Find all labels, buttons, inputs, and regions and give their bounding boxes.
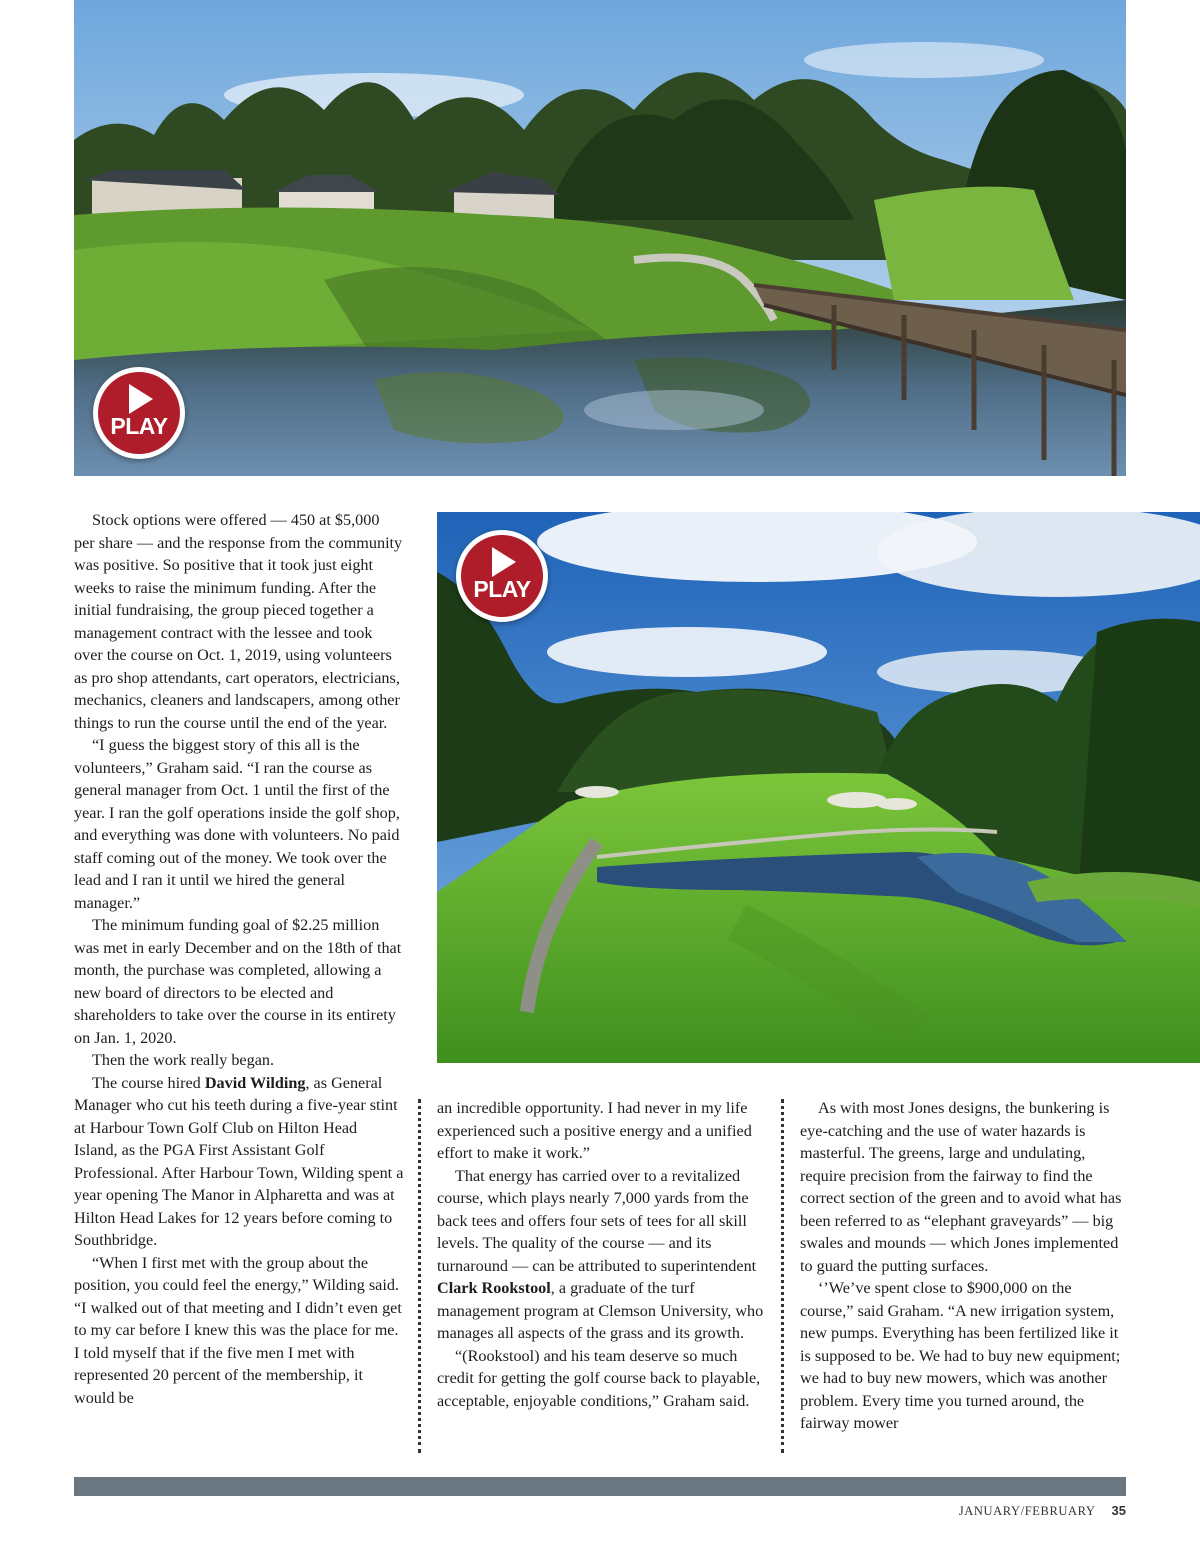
article-column-1: [74, 509, 404, 1409]
paragraph: Stock options were offered — 450 at $5,000 per share — and the response from the community was positive. So positive that it took just eight weeks to raise the minimum funding. After the initial fundraising, the group pieced together a management contract with the lessee and took over the course on Oct. 1, 2019, using volunteers as pro shop attendants, cart operators, electricians, mechanics, cleaners and landscapers, among other things to run the course until the end of the year.: [74, 511, 403, 732]
play-icon: [129, 384, 153, 414]
text-run: That energy has carried over to a revitalized course, which plays nearly 7,000 yards from the back tees and offers four sets of tees for all skill levels. The quality of the course — and its turnaround — can be attributed to superintendent: [437, 1166, 757, 1275]
paragraph: “When I first met with the group about the position, you could feel the energy,” Wilding said. “I walked out of that meeting and I didn’t even get to my car before I knew this was the place for me. I told myself that if the five men I met with represented 20 percent of the membership, it would be: [74, 1253, 402, 1407]
text-run: , a graduate of the turf management program at Clemson University, who manages all aspects of the grass and its growth.: [437, 1279, 764, 1342]
play-icon: [492, 547, 516, 577]
person-name: David Wilding: [204, 1073, 306, 1092]
issue-label: JANUARY/FEBRUARY: [958, 1504, 1096, 1518]
text-run: , as General Manager who cut his teeth during a five-year stint at Harbour Town Golf Club on Hilton Head Island, as the PGA First Assistant Golf Professional. After Harbour Town, Wilding spent a year opening The Manor in Alpharetta and was at Hilton Head Lakes for 12 years before coming to Southbridge.: [74, 1073, 404, 1249]
paragraph: The minimum funding goal of $2.25 million was met in early December and on the 18th of that month, the purchase was completed, allowing a new board of directors to be elected and shareholders to take over the course in its entirety on Jan. 1, 2020.: [74, 916, 402, 1047]
column-divider: [781, 1099, 784, 1453]
play-video-button[interactable]: [93, 367, 185, 459]
paragraph: “(Rookstool) and his team deserve so much credit for getting the golf course back to playable, acceptable, enjoyable conditions,” Graham said.: [437, 1346, 761, 1410]
paragraph: ‘’We’ve spent close to $900,000 on the course,” said Graham. “A new irrigation system, new pumps. Everything has been fertilized like it is supposed to be. We had to buy new equipment; we had to buy new mowers, which was another problem. Every time you turned around, the fairway mower: [800, 1279, 1121, 1432]
golf-course-bridge-photo: [74, 0, 1126, 476]
text-run: The course hired: [92, 1073, 205, 1092]
page-footer: [959, 1503, 1126, 1519]
paragraph: As with most Jones designs, the bunkering is eye-catching and the use of water hazards is masterful. The greens, large and undulating, require precision from the fairway to find the correct section of the green and to avoid what has been referred to as “elephant graveyards” — big swales and mounds — which Jones implemented to guard the putting surfaces.: [800, 1099, 1122, 1275]
paragraph: [74, 1072, 404, 1252]
paragraph: “I guess the biggest story of this all is the volunteers,” Graham said. “I ran the course as general manager from Oct. 1 until the first of the year. I ran the golf operations inside the golf shop, and everything was done with volunteers. No paid staff coming out of the money. We took over the lead and I ran it until we hired the general manager.”: [74, 736, 400, 912]
paragraph: an incredible opportunity. I had never in my life experienced such a positive energy and a unified effort to make it work.”: [437, 1099, 752, 1162]
footer-bar: [74, 1477, 1126, 1496]
paragraph: [437, 1165, 767, 1345]
play-video-button[interactable]: [456, 530, 548, 622]
play-label: PLAY: [473, 576, 531, 602]
article-column-3: [800, 1097, 1126, 1435]
page-number: 35: [1111, 1503, 1126, 1518]
column-divider: [418, 1099, 421, 1453]
person-name: Clark Rookstool: [437, 1279, 551, 1297]
paragraph: Then the work really began.: [92, 1051, 275, 1069]
play-label: PLAY: [110, 413, 168, 439]
golf-fairway-pond-photo: [437, 512, 1200, 1063]
article-column-2: [437, 1097, 767, 1412]
